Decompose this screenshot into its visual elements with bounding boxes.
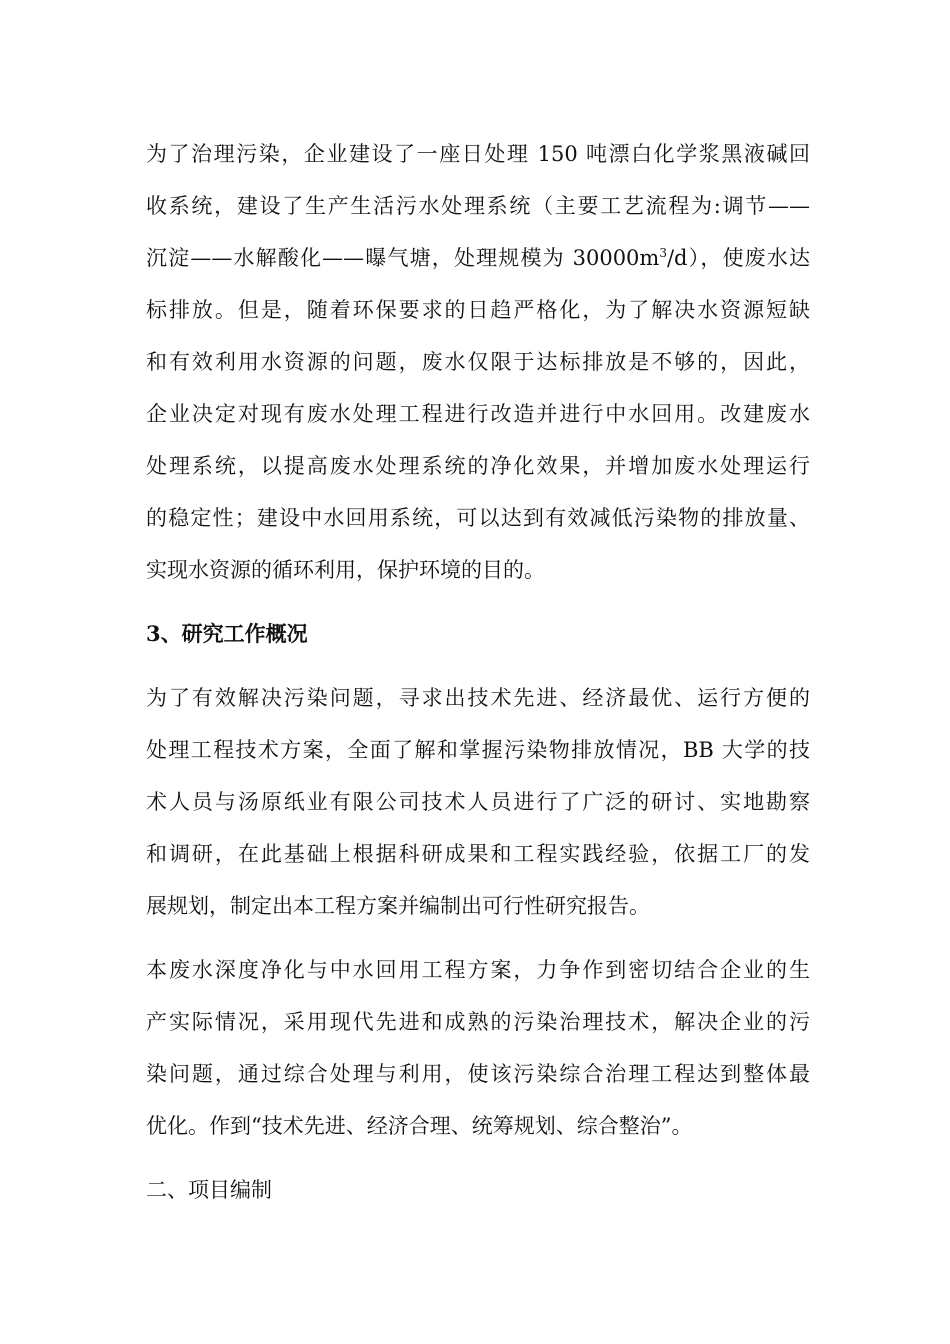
text-segment: /d），使废水达 [666, 246, 810, 270]
text-segment: 沉淀——水解酸化——曝气塘，处理规模为 30000m [146, 246, 660, 270]
text-line: 和调研，在此基础上根据科研成果和工程实践经验，依据工厂的发 [146, 842, 810, 866]
text-line: 实现水资源的循环利用，保护环境的目的。 [146, 558, 545, 582]
text-line: 和有效利用水资源的问题，废水仅限于达标排放是不够的，因此， [146, 350, 810, 374]
text-line: 术人员与汤原纸业有限公司技术人员进行了广泛的研讨、实地勘察 [146, 790, 810, 814]
paragraph-research-work [146, 672, 810, 932]
text-line: 为了治理污染，企业建设了一座日处理 150 吨漂白化学浆黑液碱回 [146, 142, 810, 166]
section-title-project-compilation: 二、项目编制 [146, 1178, 272, 1202]
text-line: 展规划，制定出本工程方案并编制出可行性研究报告。 [146, 894, 650, 918]
document-body [146, 128, 810, 1216]
text-line-with-unit [146, 232, 810, 284]
text-line: 标排放。但是，随着环保要求的日趋严格化，为了解决水资源短缺 [146, 298, 810, 322]
text-line: 收系统，建设了生产生活污水处理系统（主要工艺流程为:调节—— [146, 194, 810, 218]
section-heading-research-overview: 3、研究工作概况 [146, 621, 308, 646]
text-line: 为了有效解决污染问题，寻求出技术先进、经济最优、运行方便的 [146, 686, 810, 710]
text-line: 处理工程技术方案，全面了解和掌握污染物排放情况，BB 大学的技 [146, 738, 810, 762]
text-line: 本废水深度净化与中水回用工程方案，力争作到密切结合企业的生 [146, 958, 810, 982]
text-line: 处理系统，以提高废水处理系统的净化效果，并增加废水处理运行 [146, 454, 810, 478]
paragraph-pollution-treatment [146, 128, 810, 596]
text-line: 的稳定性；建设中水回用系统，可以达到有效减低污染物的排放量、 [146, 506, 810, 530]
text-line: 企业决定对现有废水处理工程进行改造并进行中水回用。改建废水 [146, 402, 810, 426]
superscript-unit: 3 [659, 246, 667, 260]
text-line: 染问题，通过综合处理与利用，使该污染综合治理工程达到整体最 [146, 1062, 810, 1086]
paragraph-project-plan [146, 944, 810, 1152]
text-line: 优化。作到“技术先进、经济合理、统筹规划、综合整治”。 [146, 1114, 693, 1138]
text-line: 产实际情况，采用现代先进和成熟的污染治理技术，解决企业的污 [146, 1010, 810, 1034]
